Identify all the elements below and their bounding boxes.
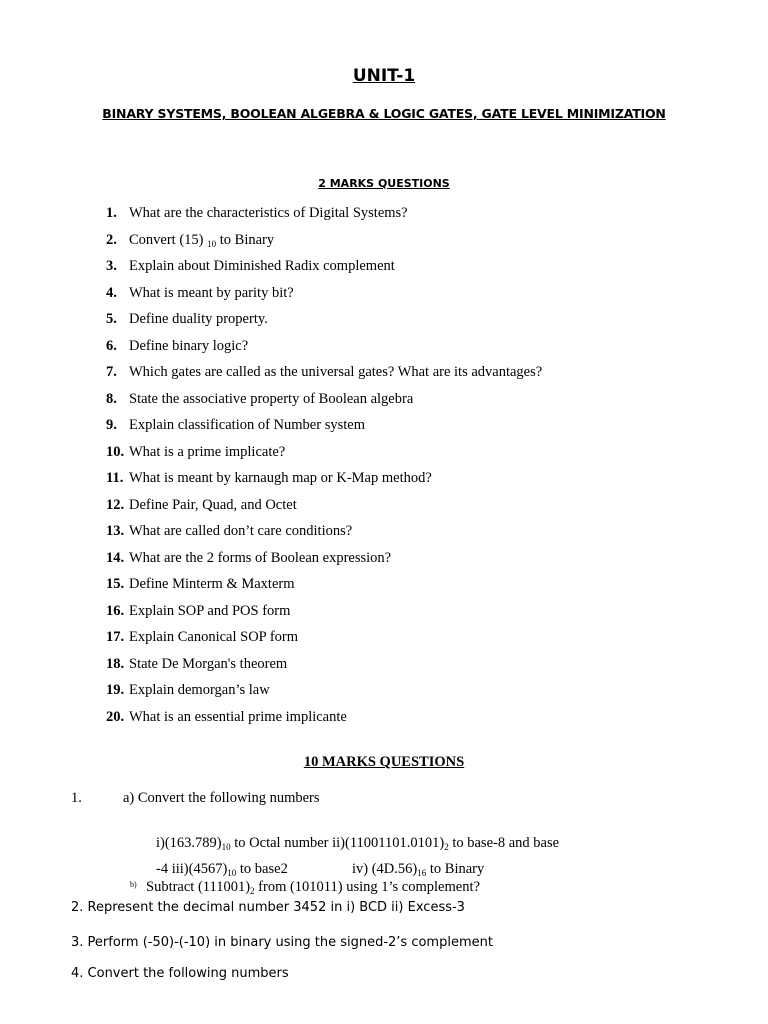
- question-item: 18. State De Morgan's theorem: [106, 655, 288, 672]
- question-item: 4. What is meant by parity bit?: [106, 284, 294, 301]
- question-item: 4. Convert the following numbers: [71, 966, 289, 981]
- question-part-b: Subtract $(111001)_2$ from (101011) using 1’s complement?: [146, 879, 480, 896]
- question-item: 2. Convert (15) $_{10}$ to Binary: [106, 231, 275, 249]
- question-item: 20. What is an essential prime implicante: [106, 708, 347, 725]
- question-item: 15. Define Minterm & Maxterm: [106, 576, 295, 592]
- question-item: 1. What are the characteristics of Digital Systems?: [106, 205, 408, 221]
- question-item: 14. What are the 2 forms of Boolean expression?: [106, 549, 392, 566]
- question-item: 5. Define duality property.: [106, 311, 268, 327]
- question-item: 3. Perform (-50)-(-10) in binary using the signed-2’s complement: [71, 935, 493, 950]
- question-item: 9. Explain classification of Number system: [106, 417, 365, 433]
- page-subtitle: BINARY SYSTEMS, BOOLEAN ALGEBRA & LOGIC GATES, GATE LEVEL MINIMIZATION: [102, 106, 666, 121]
- page-title: UNIT-1: [352, 66, 416, 86]
- question-item: 12. Define Pair, Quad, and Octet: [106, 496, 297, 513]
- question-item: 10. What is a prime implicate?: [106, 443, 286, 460]
- question-item: 16. Explain SOP and POS form: [106, 602, 291, 619]
- question-item: 19. Explain demorgan’s law: [106, 682, 270, 698]
- two-mark-question-list: [106, 205, 666, 735]
- question-line: $i)(163.789)_{10}$ to Octal number $ii)(11001101.0101)_2$ to base-8 and base: [156, 835, 560, 852]
- question-part-b-label: b): [130, 880, 137, 889]
- question-item: 7. Which gates are called as the universal gates? What are its advantages?: [106, 364, 543, 380]
- question-number: 1.: [71, 790, 82, 806]
- question-part-a: a) Convert the following numbers: [123, 790, 320, 806]
- question-item: 3. Explain about Diminished Radix complement: [106, 258, 395, 274]
- question-item: 17. Explain Canonical SOP form: [106, 629, 299, 645]
- question-item: 8. State the associative property of Boolean algebra: [106, 390, 414, 407]
- section-heading-10-marks: 10 MARKS QUESTIONS: [303, 754, 465, 770]
- question-item: 11. What is meant by karnaugh map or K-Map method?: [106, 470, 432, 486]
- question-line: iv) $(4D.56)_{16}$ to Binary: [352, 861, 485, 878]
- question-item: 13. What are called don’t care conditions?: [106, 523, 353, 539]
- section-heading-2-marks: 2 MARKS QUESTIONS: [318, 177, 450, 190]
- question-item: 6. Define binary logic?: [106, 337, 249, 354]
- question-line: -4 $iii)(4567)_{10}$ to base2: [156, 861, 288, 878]
- question-item: 2. Represent the decimal number 3452 in i) BCD ii) Excess-3: [71, 900, 465, 915]
